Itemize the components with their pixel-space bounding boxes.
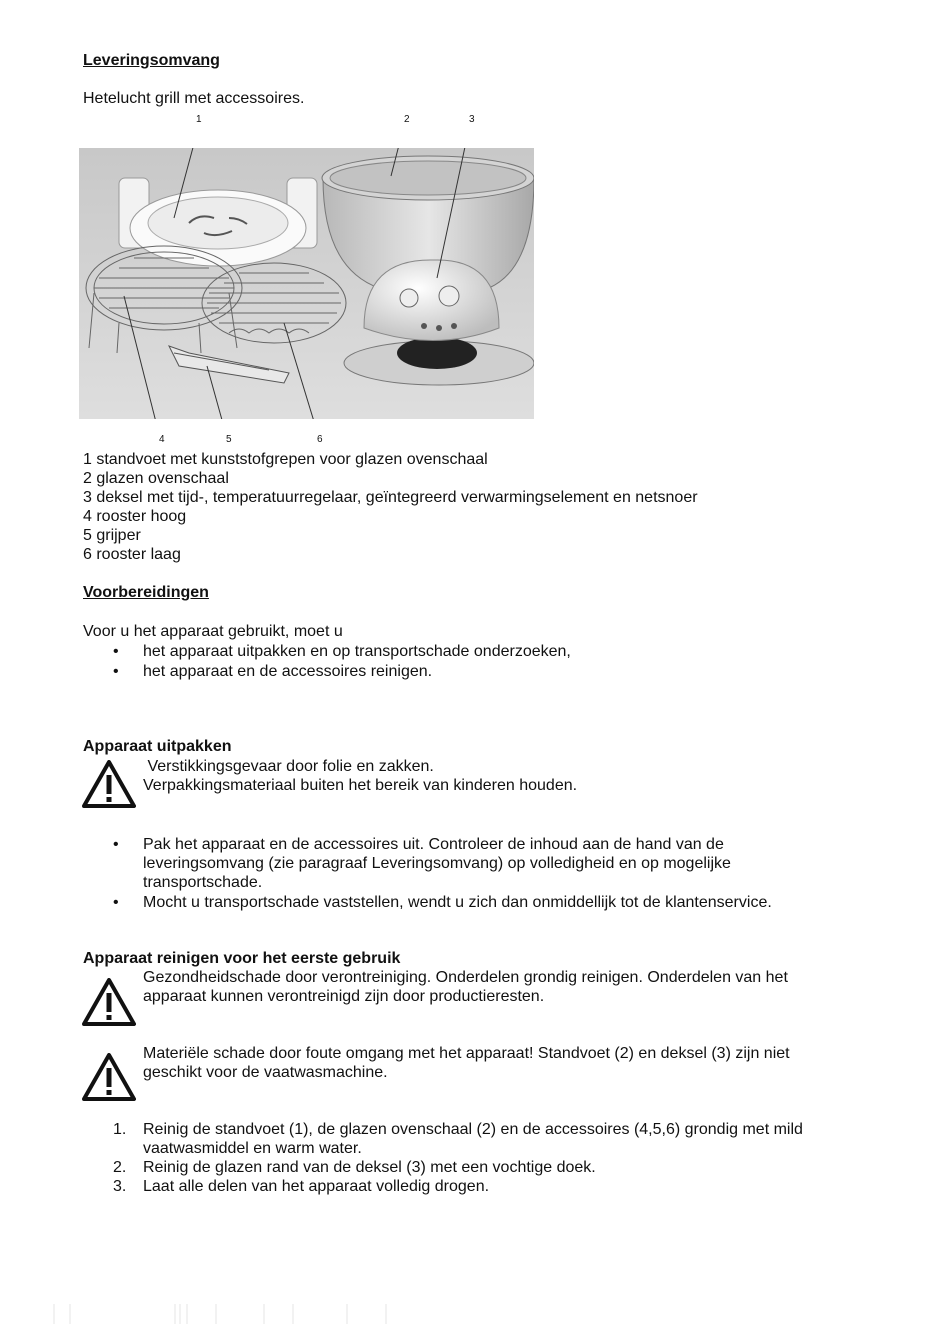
- voorbereidingen-bullet-1: het apparaat uitpakken en op transportschade onderzoeken,: [143, 643, 571, 660]
- callout-4: 4: [159, 434, 165, 445]
- heading-leveringsomvang: Leveringsomvang: [83, 52, 220, 69]
- step-number-3: 3.: [113, 1178, 127, 1195]
- callout-2: 2: [404, 114, 410, 125]
- step-3-line-1: Laat alle delen van het apparaat volledig drogen.: [143, 1178, 490, 1195]
- bullet-marker: •: [113, 663, 119, 680]
- reinigen-warning-1-line-2: apparaat kunnen verontreinigd zijn door productieresten.: [143, 988, 545, 1005]
- parts-item-6: 6 rooster laag: [83, 546, 181, 563]
- uitpakken-bullet-1-line-2: leveringsomvang (zie paragraaf Leveringsomvang) op volledigheid en op mogelijke: [143, 855, 731, 872]
- step-number-2: 2.: [113, 1159, 127, 1176]
- bullet-marker: •: [113, 643, 119, 660]
- parts-item-4: 4 rooster hoog: [83, 508, 187, 525]
- parts-item-1: 1 standvoet met kunststofgrepen voor glazen ovenschaal: [83, 451, 488, 468]
- uitpakken-warning-line-1: Verstikkingsgevaar door folie en zakken.: [143, 758, 434, 775]
- step-2-line-1: Reinig de glazen rand van de deksel (3) met een vochtige doek.: [143, 1159, 596, 1176]
- heading-apparaat-reinigen: Apparaat reinigen voor het eerste gebruik: [83, 950, 401, 967]
- callout-6: 6: [317, 434, 323, 445]
- callout-5: 5: [226, 434, 232, 445]
- step-number-1: 1.: [113, 1121, 127, 1138]
- uitpakken-bullet-1-line-3: transportschade.: [143, 874, 263, 891]
- callout-3: 3: [469, 114, 475, 125]
- heading-apparaat-uitpakken: Apparaat uitpakken: [83, 738, 232, 755]
- heading-voorbereidingen: Voorbereidingen: [83, 584, 209, 601]
- product-photo: [79, 148, 534, 419]
- uitpakken-warning-line-2: Verpakkingsmateriaal buiten het bereik van kinderen houden.: [143, 777, 578, 794]
- reinigen-warning-2-line-1: Materiële schade door foute omgang met het apparaat! Standvoet (2) en deksel (3) zijn niet: [143, 1045, 790, 1062]
- uitpakken-bullet-1-line-1: Pak het apparaat en de accessoires uit. Controleer de inhoud aan de hand van de: [143, 836, 724, 853]
- parts-item-5: 5 grijper: [83, 527, 141, 544]
- scan-artifact: [40, 1300, 440, 1326]
- voorbereidingen-bullet-2: het apparaat en de accessoires reinigen.: [143, 663, 433, 680]
- intro-text: Hetelucht grill met accessoires.: [83, 90, 305, 107]
- parts-item-2: 2 glazen ovenschaal: [83, 470, 229, 487]
- warning-triangle-icon: [82, 978, 136, 1026]
- uitpakken-bullet-2: Mocht u transportschade vaststellen, wendt u zich dan onmiddellijk tot de klantenservice.: [143, 894, 772, 911]
- step-1-line-2: vaatwasmiddel en warm water.: [143, 1140, 362, 1157]
- step-1-line-1: Reinig de standvoet (1), de glazen ovenschaal (2) en de accessoires (4,5,6) grondig met mild: [143, 1121, 803, 1138]
- bullet-marker: •: [113, 836, 119, 853]
- reinigen-warning-2-line-2: geschikt voor de vaatwasmachine.: [143, 1064, 388, 1081]
- warning-triangle-icon: [82, 760, 136, 808]
- voorbereidingen-intro: Voor u het apparaat gebruikt, moet u: [83, 623, 343, 640]
- bullet-marker: •: [113, 894, 119, 911]
- parts-item-3: 3 deksel met tijd-, temperatuurregelaar, geïntegreerd verwarmingselement en netsnoer: [83, 489, 698, 506]
- reinigen-warning-1-line-1: Gezondheidschade door verontreiniging. Onderdelen grondig reinigen. Onderdelen van het: [143, 969, 788, 986]
- callout-1: 1: [196, 114, 202, 125]
- warning-triangle-icon: [82, 1053, 136, 1101]
